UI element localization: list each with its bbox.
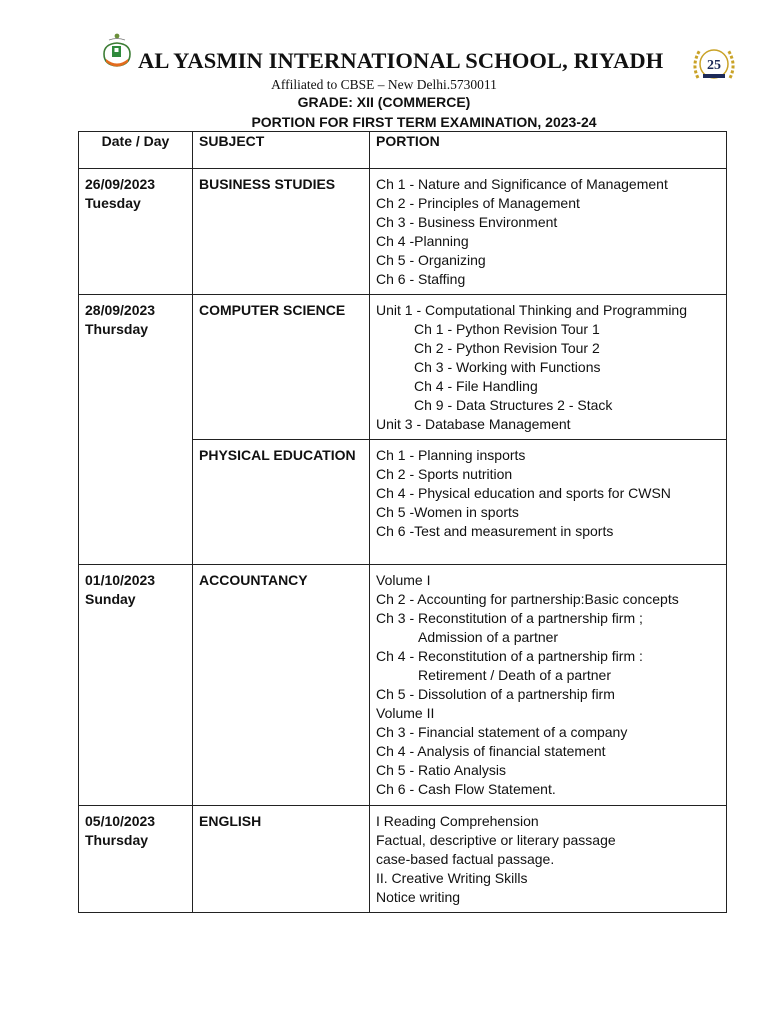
- exam-title: PORTION FOR FIRST TERM EXAMINATION, 2023-24: [251, 114, 597, 130]
- portion-line: II. Creative Writing Skills: [376, 870, 528, 886]
- subject-cell: BUSINESS STUDIES: [193, 169, 370, 295]
- portion-line: Ch 2 - Accounting for partnership:Basic concepts: [376, 591, 679, 607]
- portion-line: Unit 3 - Database Management: [376, 416, 571, 432]
- portion-line: Ch 2 - Python Revision Tour 2: [414, 340, 600, 356]
- table-row: [79, 565, 727, 806]
- portion-line: Ch 9 - Data Structures 2 - Stack: [414, 397, 613, 413]
- portion-line: Ch 3 - Business Environment: [376, 214, 558, 230]
- portion-line: Ch 5 - Dissolution of a partnership firm: [376, 686, 615, 702]
- portion-line: Ch 2 - Sports nutrition: [376, 466, 513, 482]
- portion-line: Ch 4 - Physical education and sports for CWSN: [376, 485, 671, 501]
- date-cell: [79, 295, 193, 565]
- exam-day: Thursday: [85, 832, 149, 848]
- portion-line: Ch 1 - Python Revision Tour 1: [414, 321, 600, 337]
- portion-line: I Reading Comprehension: [376, 813, 539, 829]
- portion-line: Volume I: [376, 572, 431, 588]
- portion-line: Ch 2 - Principles of Management: [376, 195, 580, 211]
- portion-line: Ch 4 -Planning: [376, 233, 469, 249]
- table-row: [79, 169, 727, 295]
- exam-date: 26/09/2023: [85, 176, 156, 192]
- portion-line: Ch 1 - Nature and Significance of Management: [376, 176, 668, 192]
- portion-line: Admission of a partner: [418, 629, 559, 645]
- table-row: [79, 295, 727, 440]
- portion-line: Volume II: [376, 705, 435, 721]
- portion-line: Ch 3 - Financial statement of a company: [376, 724, 628, 740]
- subject-cell: PHYSICAL EDUCATION: [193, 440, 370, 565]
- portion-line: Ch 4 - Analysis of financial statement: [376, 743, 606, 759]
- date-cell: [79, 565, 193, 806]
- portion-line: Factual, descriptive or literary passage: [376, 832, 616, 848]
- badge-number: 25: [707, 58, 721, 73]
- grade-heading: GRADE: XII (COMMERCE): [297, 94, 471, 110]
- exam-date: 05/10/2023: [85, 813, 156, 829]
- portion-line: case-based factual passage.: [376, 851, 555, 867]
- date-cell: [79, 169, 193, 295]
- portion-line: Ch 6 - Staffing: [376, 271, 466, 287]
- date-cell: [79, 806, 193, 913]
- portion-cell: [370, 806, 727, 913]
- portion-line: Unit 1 - Computational Thinking and Programming: [376, 302, 688, 318]
- exam-date: 28/09/2023: [85, 302, 156, 318]
- table-header-row: [79, 132, 727, 169]
- portion-line: Retirement / Death of a partner: [418, 667, 611, 683]
- portion-cell: [370, 295, 727, 440]
- exam-day: Tuesday: [85, 195, 141, 211]
- portion-line: Ch 5 - Organizing: [376, 252, 486, 268]
- subject-cell: ENGLISH: [193, 806, 370, 913]
- header-date: Date / Day: [79, 132, 193, 169]
- portion-cell: [370, 440, 727, 565]
- subject-cell: ACCOUNTANCY: [193, 565, 370, 806]
- portion-line: Ch 4 - Reconstitution of a partnership firm :: [376, 648, 643, 664]
- school-name: AL YASMIN INTERNATIONAL SCHOOL, RIYADH: [138, 48, 664, 73]
- school-emblem-icon: [100, 32, 134, 72]
- portion-line: Ch 3 - Working with Functions: [414, 359, 601, 375]
- portion-line: Ch 3 - Reconstitution of a partnership firm ;: [376, 610, 643, 626]
- exam-day: Sunday: [85, 591, 136, 607]
- portion-line: Ch 5 -Women in sports: [376, 504, 519, 520]
- exam-portion-table: [78, 131, 727, 913]
- header-subject: SUBJECT: [193, 132, 370, 169]
- portion-cell: [370, 169, 727, 295]
- table-row: [79, 806, 727, 913]
- affiliation: Affiliated to CBSE – New Delhi.5730011: [271, 77, 497, 92]
- subject-cell: COMPUTER SCIENCE: [193, 295, 370, 440]
- portion-line: Ch 5 - Ratio Analysis: [376, 762, 506, 778]
- portion-line: Ch 4 - File Handling: [414, 378, 538, 394]
- portion-line: Ch 6 -Test and measurement in sports: [376, 523, 614, 539]
- portion-line: Ch 1 - Planning insports: [376, 447, 526, 463]
- portion-line: Ch 6 - Cash Flow Statement.: [376, 781, 556, 797]
- header-portion: PORTION: [370, 132, 727, 169]
- exam-day: Thursday: [85, 321, 149, 337]
- portion-cell: [370, 565, 727, 806]
- exam-date: 01/10/2023: [85, 572, 156, 588]
- portion-line: Notice writing: [376, 889, 461, 905]
